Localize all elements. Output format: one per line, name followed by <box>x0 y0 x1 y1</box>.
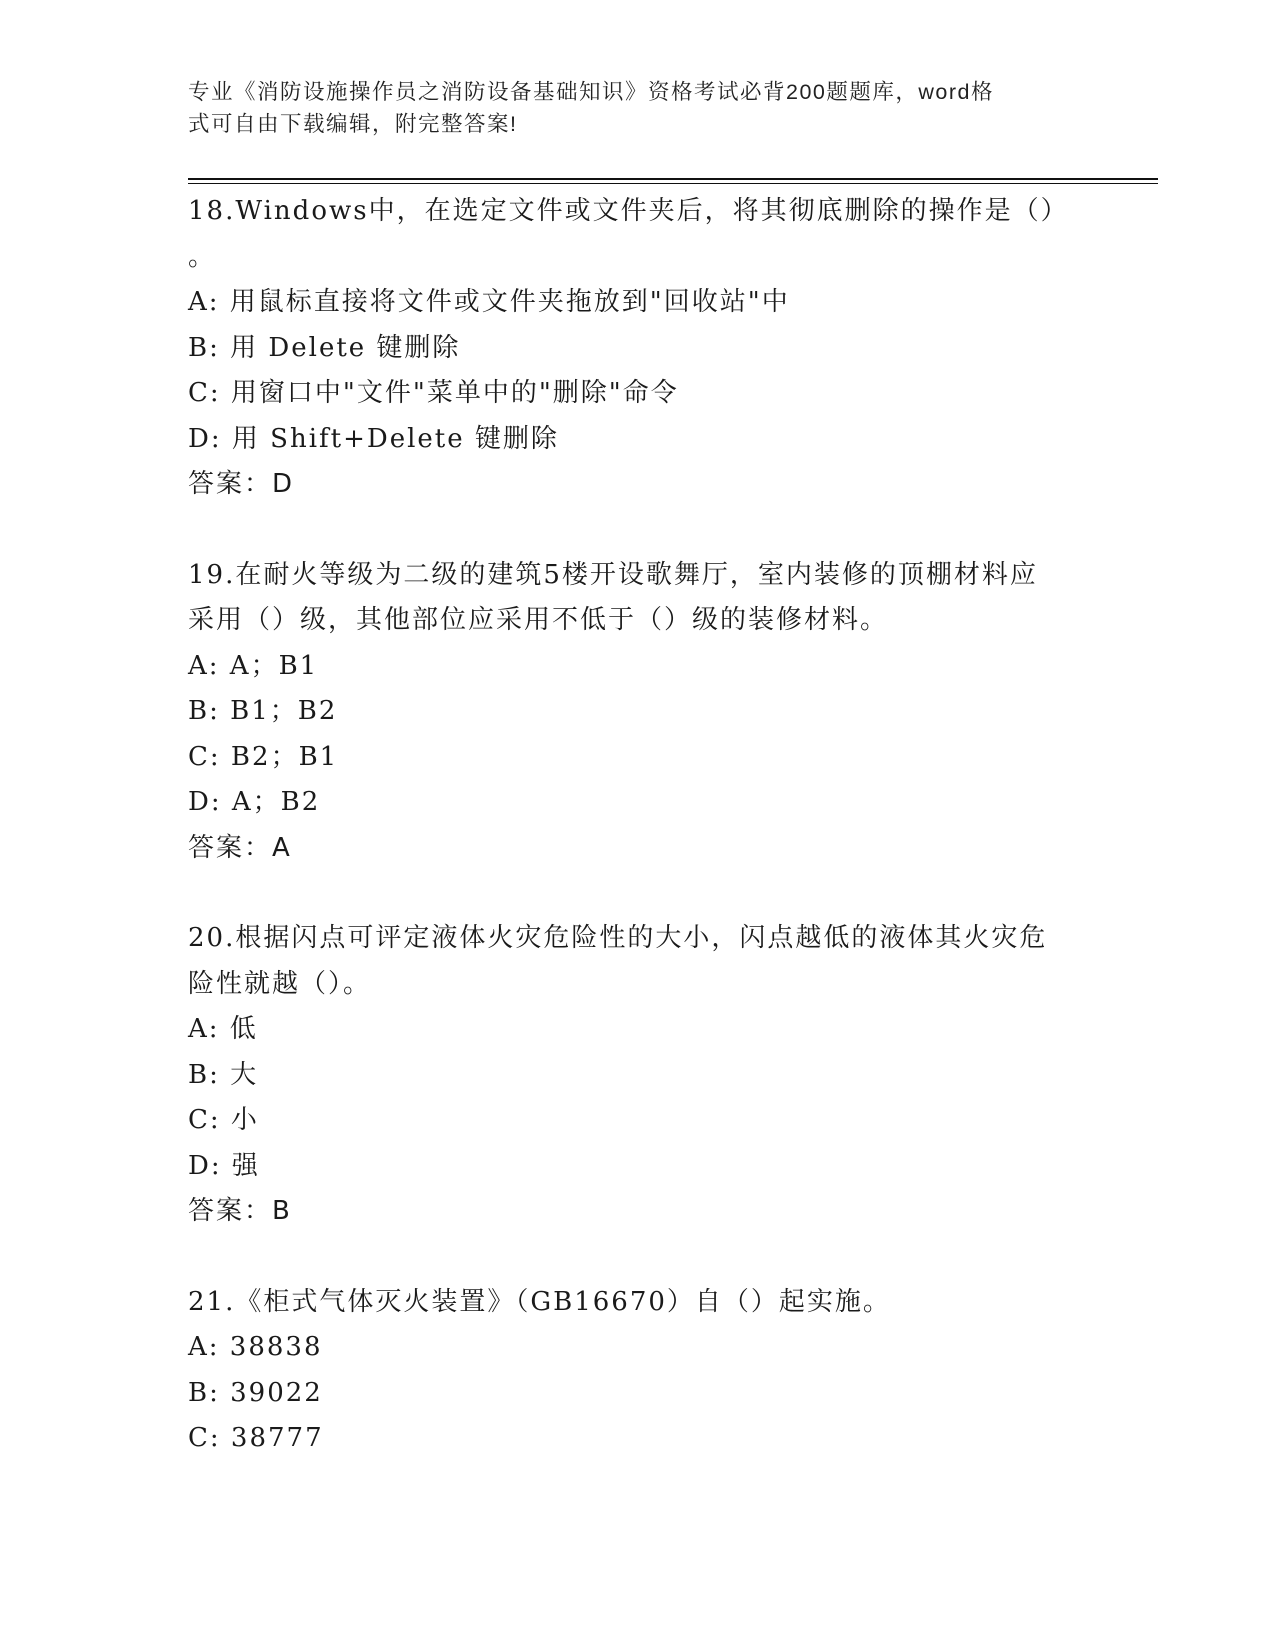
option-d: D: A；B2 <box>188 787 321 817</box>
option-c: C: B2；B1 <box>188 741 339 772</box>
option-c: C: 用窗口中"文件"菜单中的"删除"命令 <box>188 378 679 408</box>
option-b: B: 39022 <box>188 1377 323 1408</box>
option-a: A: A；B1 <box>188 650 319 681</box>
document-intro <box>188 76 1068 140</box>
question-18 <box>188 189 1088 508</box>
header-divider-thin <box>188 183 1158 184</box>
question-stem-continued: 。 <box>188 241 217 272</box>
question-spacer <box>188 1235 1088 1280</box>
question-stem: 20.根据闪点可评定液体火灾危险性的大小，闪点越低的液体其火灾危 <box>188 923 1048 953</box>
intro-line-2: 式可自由下载编辑，附完整答案! <box>188 112 518 136</box>
question-21 <box>188 1280 1088 1462</box>
question-spacer <box>188 871 1088 916</box>
option-c: C: 38777 <box>188 1423 324 1453</box>
question-stem: 21.《柜式气体灭火装置》（GB16670）自（）起实施。 <box>188 1286 891 1317</box>
question-spacer <box>188 508 1088 553</box>
option-b: B: 大 <box>188 1059 259 1090</box>
option-b: B: 用 Delete 键删除 <box>188 332 461 363</box>
header-divider-thick <box>188 178 1158 180</box>
question-list <box>188 189 1088 1462</box>
intro-line-1: 专业《消防设施操作员之消防设备基础知识》资格考试必背200题题库，word格 <box>188 80 994 104</box>
question-19 <box>188 553 1088 872</box>
answer: 答案：B <box>188 1196 292 1226</box>
question-stem: 18.Windows中，在选定文件或文件夹后，将其彻底删除的操作是（） <box>188 196 1069 226</box>
question-stem: 19.在耐火等级为二级的建筑5楼开设歌舞厅，室内装修的顶棚材料应 <box>188 559 1038 590</box>
option-a: A: 38838 <box>188 1332 323 1362</box>
answer: 答案：D <box>188 469 295 499</box>
option-a: A: 用鼠标直接将文件或文件夹拖放到"回收站"中 <box>188 287 790 317</box>
question-stem-continued: 险性就越（）。 <box>188 968 372 999</box>
option-c: C: 小 <box>188 1105 259 1135</box>
option-d: D: 用 Shift+Delete 键删除 <box>188 423 559 454</box>
answer: 答案：A <box>188 832 292 863</box>
question-20 <box>188 916 1088 1235</box>
option-b: B: B1；B2 <box>188 696 338 726</box>
question-stem-continued: 采用（）级，其他部位应采用不低于（）级的装修材料。 <box>188 605 889 635</box>
option-d: D: 强 <box>188 1150 260 1181</box>
option-a: A: 低 <box>188 1014 258 1044</box>
